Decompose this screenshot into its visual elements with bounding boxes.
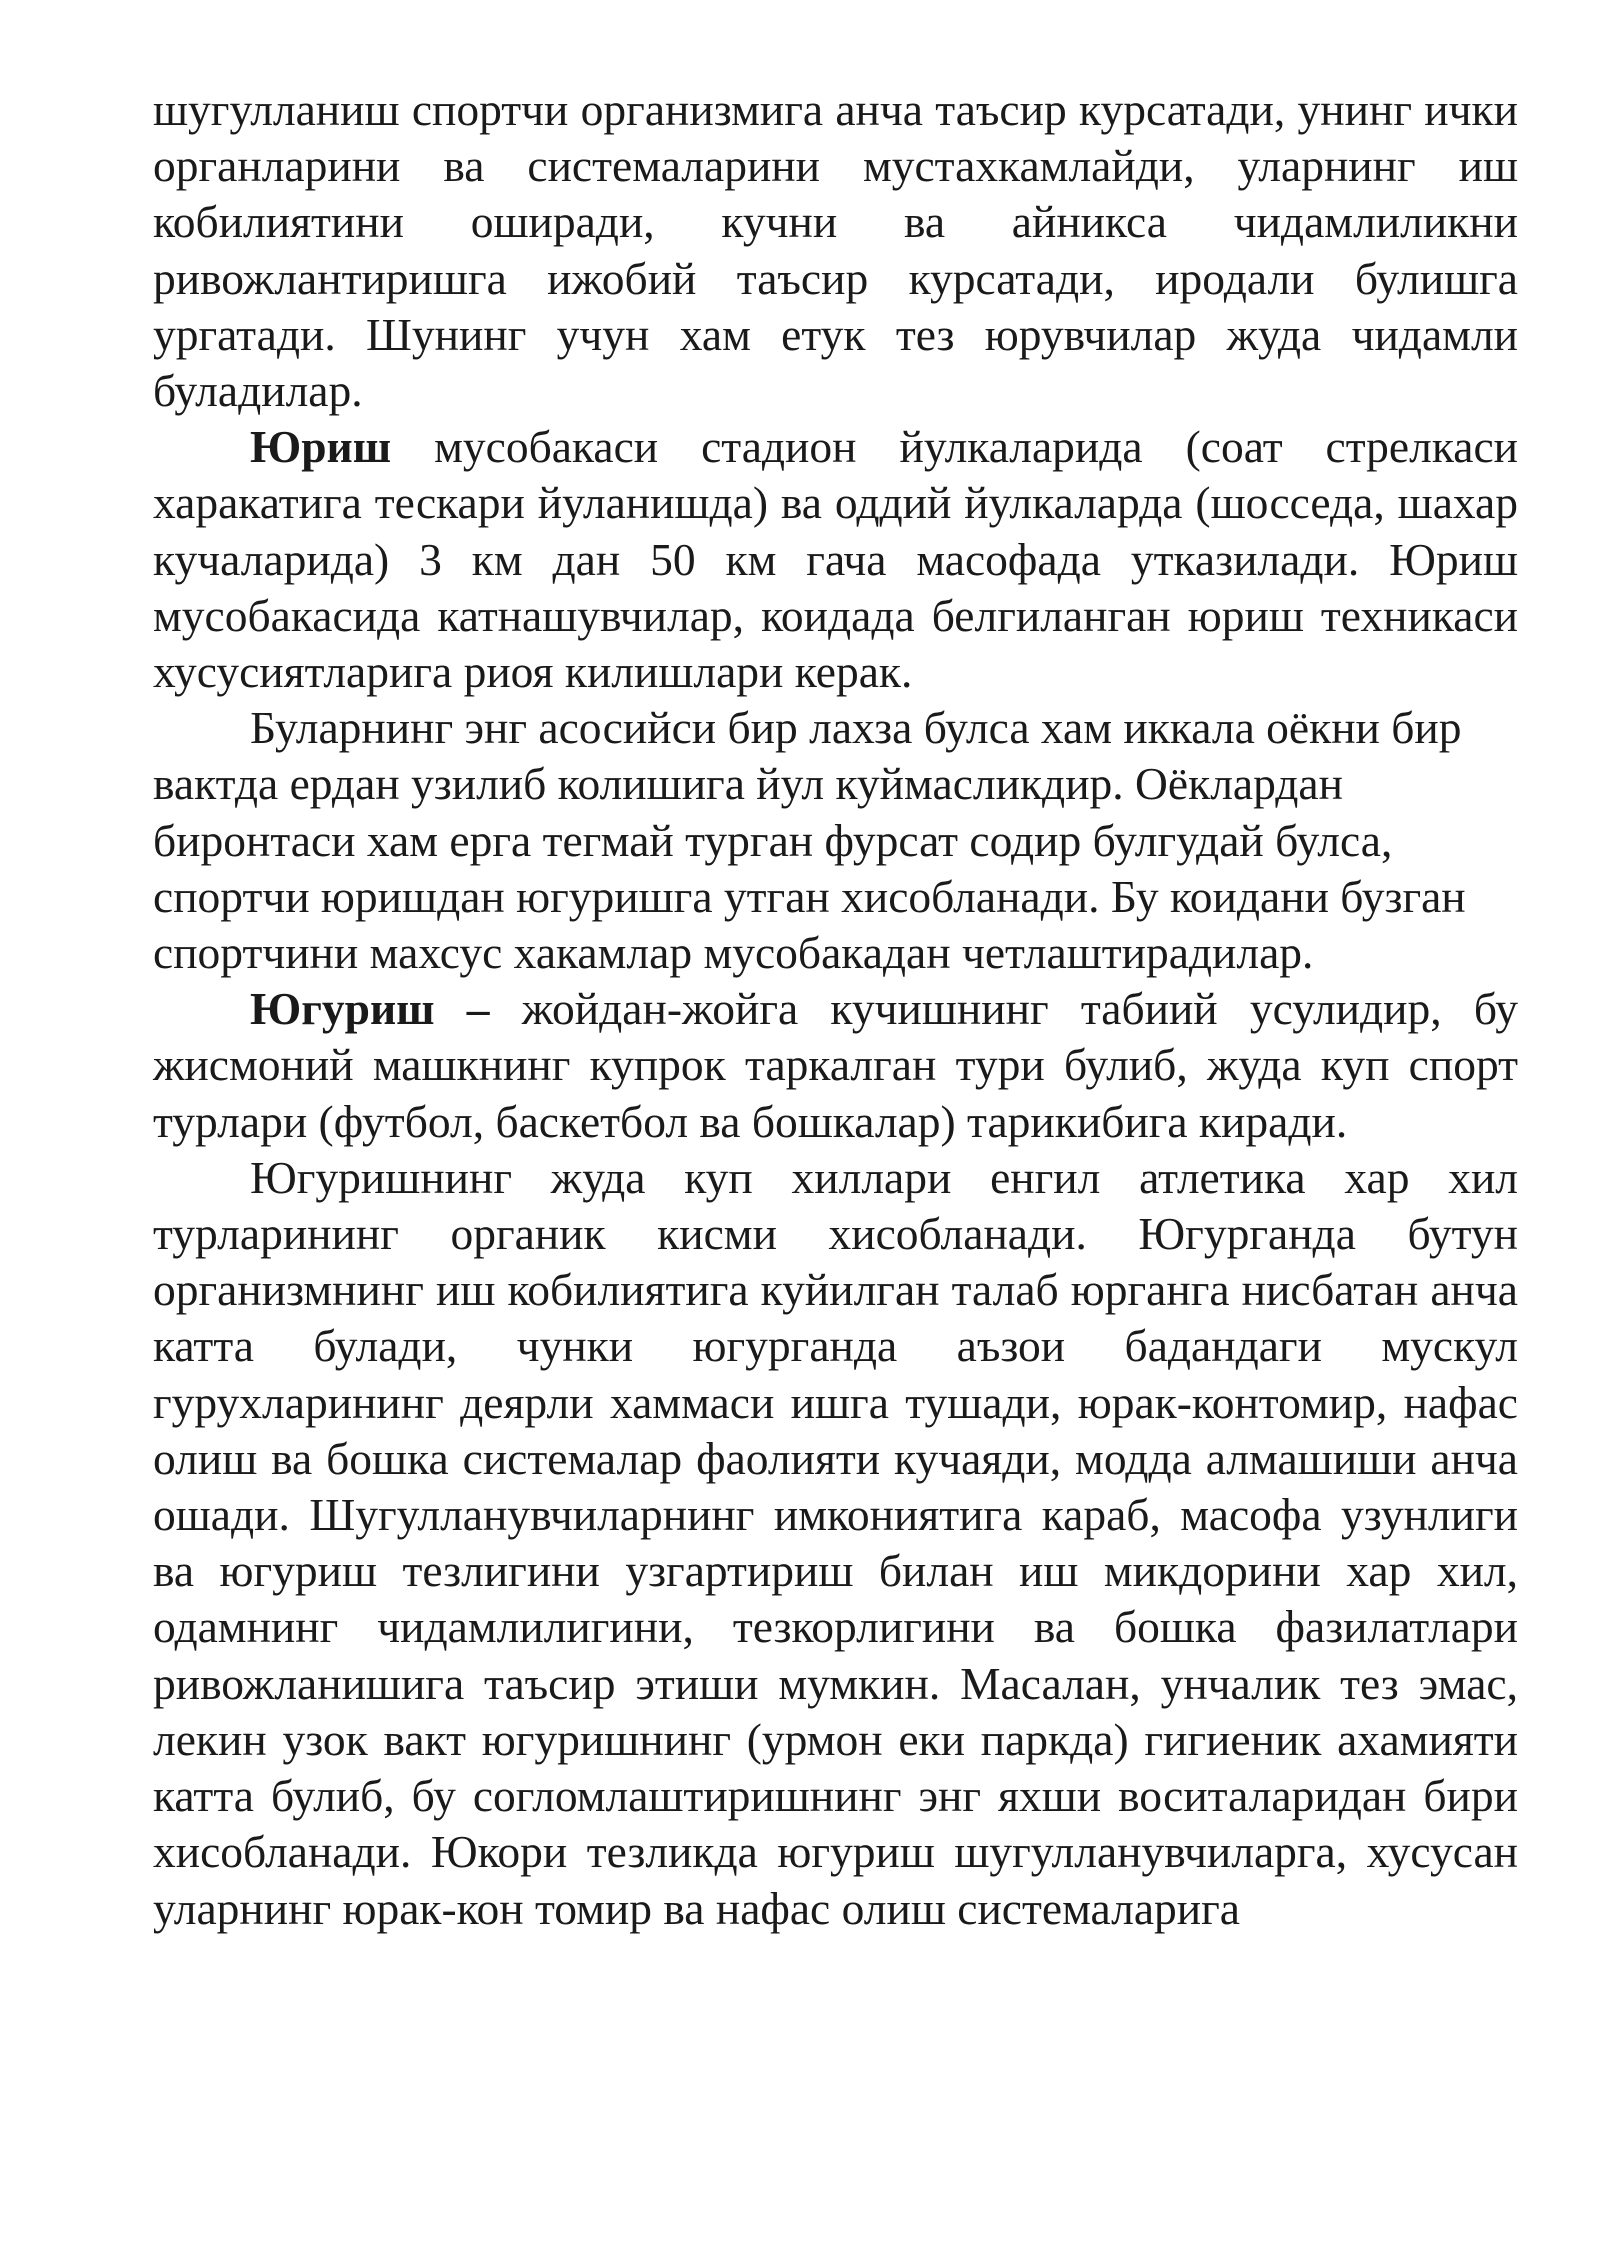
paragraph-running-definition bbox=[153, 981, 1518, 1150]
paragraph-walking-competition bbox=[153, 419, 1518, 700]
text-column bbox=[153, 82, 1518, 1937]
paragraph-running-types bbox=[153, 1150, 1518, 1937]
term-running: Югуриш – bbox=[250, 983, 490, 1035]
paragraph-text: Буларнинг энг асосийси бир лахза булса хам иккала оёкни бир вактда ердан узилиб колишига йул куймасликдир. Оёклардан бирoнтаси хам ерга тегмай турган фурсат содир булгудай булса, спортчи юришдан югуришга утган хисобланади. Бу коидани бузган спортчини махсус хакамлар мусобакадан четлаштирадилар. bbox=[153, 702, 1466, 979]
paragraph-text: шугулланиш спортчи организмига анча таъсир курсатади, унинг ички органларини ва системаларини мустахкамлайди, уларнинг иш кобилиятини оширади, кучни ва айникса чидамлиликни ривожлантиришга ижобий таъсир курсатади, иродали булишга ургатади. Шунинг учун хам етук тез юрувчилар жуда чидамли буладилар. bbox=[153, 84, 1518, 417]
paragraph-text: жойдан-жойга кучишнинг табиий усулидир, бу жисмоний машкнинг купрок таркалган тури булиб, жуда куп спорт турлари (футбол, баскетбол ва бошкалар) тарикибига киради. bbox=[153, 983, 1518, 1147]
paragraph-walking-rule bbox=[153, 700, 1518, 981]
paragraph-training-effects bbox=[153, 82, 1518, 419]
paragraph-text: Югуришнинг жуда куп хиллари енгил атлетика хар хил турларининг органик кисми хисобланади. Югурганда бутун организмнинг иш кобилиятига куйилган талаб юрганга нисбатан анча катта булади, чунки югурганда аъзои бадандаги мускул гурухларининг деярли хаммаси ишга тушади, юрак-контомир, нафас олиш ва бошка системалар фаолияти кучаяди, модда алмашиши анча ошади. Шугулланувчиларнинг имкониятига караб, масофа узунлиги ва югуриш тезлигини узгартириш билан иш микдорини хар хил, одамнинг чидамлилигини, тезкорлигини ва бошка фазилатлари ривожланишига таъсир этиши мумкин. Масалан, унчалик тез эмас, лекин узок вакт югуришнинг (урмон еки паркда) гигиеник ахамияти катта булиб, бу согломлаштиришнинг энг яхши воситаларидан бири хисобланади. Юкори тезликда югуриш шугулланувчиларга, хусусан уларнинг юрак-кон томир ва нафас олиш системаларига bbox=[153, 1151, 1518, 1934]
term-walking: Юриш bbox=[250, 421, 392, 473]
paragraph-text: мусобакаси стадион йулкаларида (соат стрелкаси харакатига тескари йуланишда) ва оддий йулкаларда (шосседа, шахар кучаларида) 3 км дан 50 км гача масофада утказилади. Юриш мусобакасида катнашувчилар, коидада белгиланган юриш техникаси хусусиятларига риоя килишлари керак. bbox=[153, 421, 1518, 698]
